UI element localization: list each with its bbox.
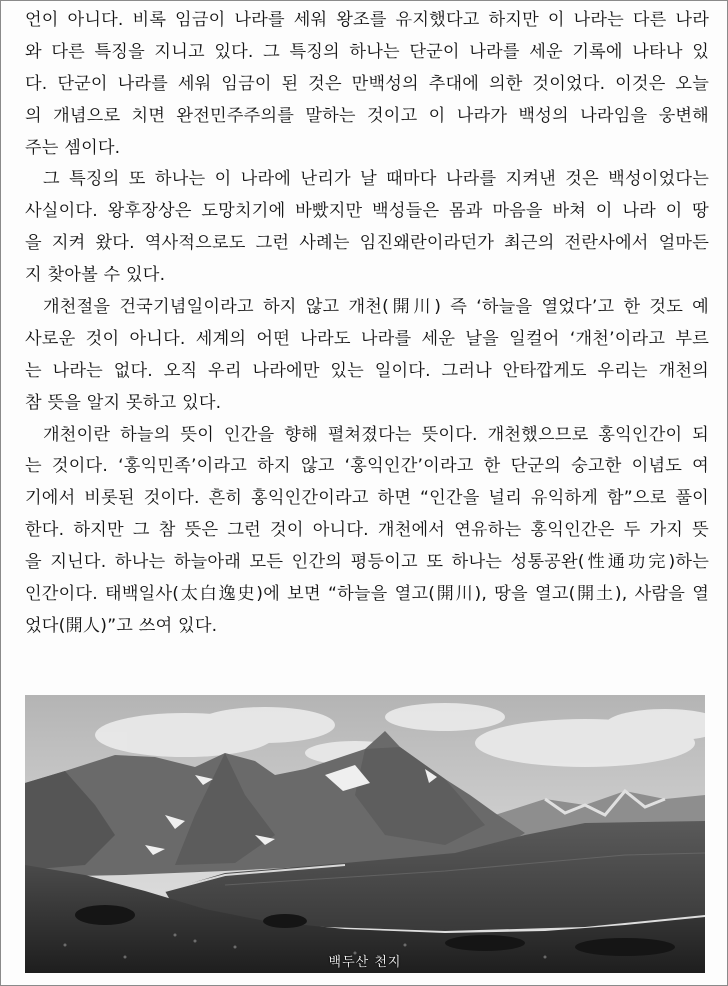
text-line: 었다(開人)”고 쓰여 있다. <box>25 615 218 636</box>
text-line: 는 나라는 없다. 오직 우리 나라에만 있는 일이다. 그러나 안타깝게도 우리는 개천의 <box>25 360 709 381</box>
lake-photo <box>25 695 705 973</box>
text-line: 참 뜻을 알지 못하고 있다. <box>25 392 222 413</box>
body-text <box>25 5 709 643</box>
text-line: 을 지닌다. 하나는 하늘아래 모든 인간의 평등이고 또 하나는 성통공완(性通功完)하는 <box>25 552 709 573</box>
text-line: 언이 아니다. 비록 임금이 나라를 세워 왕조를 유지했다고 하지만 이 나라는 다른 나라 <box>25 10 709 30</box>
text-line: 의 개념으로 치면 완전민주주의를 말하는 것이고 이 나라가 백성의 나라임을 웅변해 <box>25 105 709 126</box>
mountain-lake-illustration <box>25 695 705 973</box>
text-line: 주는 셈이다. <box>25 137 121 158</box>
text-line: 을 지켜 왔다. 역사적으로도 그런 사례는 임진왜란이라던가 최근의 전란사에서 얼마든 <box>25 233 709 254</box>
text-line: 와 다른 특징을 지니고 있다. 그 특징의 하나는 단군이 나라를 세운 기록에 나타나 있 <box>25 41 709 62</box>
text-line: 는 것이다. ‘홍익민족’이라고 하지 않고 ‘홍익인간’이라고 한 단군의 숭고한 이념도 여 <box>25 456 709 477</box>
text-line: 한다. 하지만 그 참 뜻은 그런 것이 아니다. 개천에서 연유하는 홍익인간은 두 가지 뜻 <box>25 520 709 541</box>
text-line: 지 찾아볼 수 있다. <box>25 265 166 286</box>
text-line: 개천이란 하늘의 뜻이 인간을 향해 펼쳐졌다는 뜻이다. 개천했으므로 홍익인간이 되 <box>43 424 709 445</box>
text-line: 그 특징의 또 하나는 이 나라에 난리가 날 때마다 나라를 지켜낸 것은 백성이었다는 <box>43 169 709 190</box>
text-line: 기에서 비롯된 것이다. 흔히 홍익인간이라고 하면 “인간을 널리 유익하게 함”으로 풀이 <box>25 488 709 509</box>
text-line: 사로운 것이 아니다. 세계의 어떤 나라도 나라를 세운 날을 일컬어 ‘개천’이라고 부르 <box>25 328 709 349</box>
text-line: 다. 단군이 나라를 세워 임금이 된 것은 만백성의 추대에 의한 것이었다. 이것은 오늘 <box>25 73 709 94</box>
text-line: 인간이다. 태백일사(太白逸史)에 보면 “하늘을 열고(開川), 땅을 열고(開土), 사람을 열 <box>25 584 709 605</box>
photo-caption: 백두산 천지 <box>328 955 402 970</box>
text-line: 개천절을 건국기념일이라고 하지 않고 개천(開川) 즉 ‘하늘을 열었다’고 한 것도 예 <box>43 297 709 318</box>
text-line: 사실이다. 왕후장상은 도망치기에 바빴지만 백성들은 몸과 마음을 바쳐 이 나라 이 땅 <box>25 201 709 222</box>
